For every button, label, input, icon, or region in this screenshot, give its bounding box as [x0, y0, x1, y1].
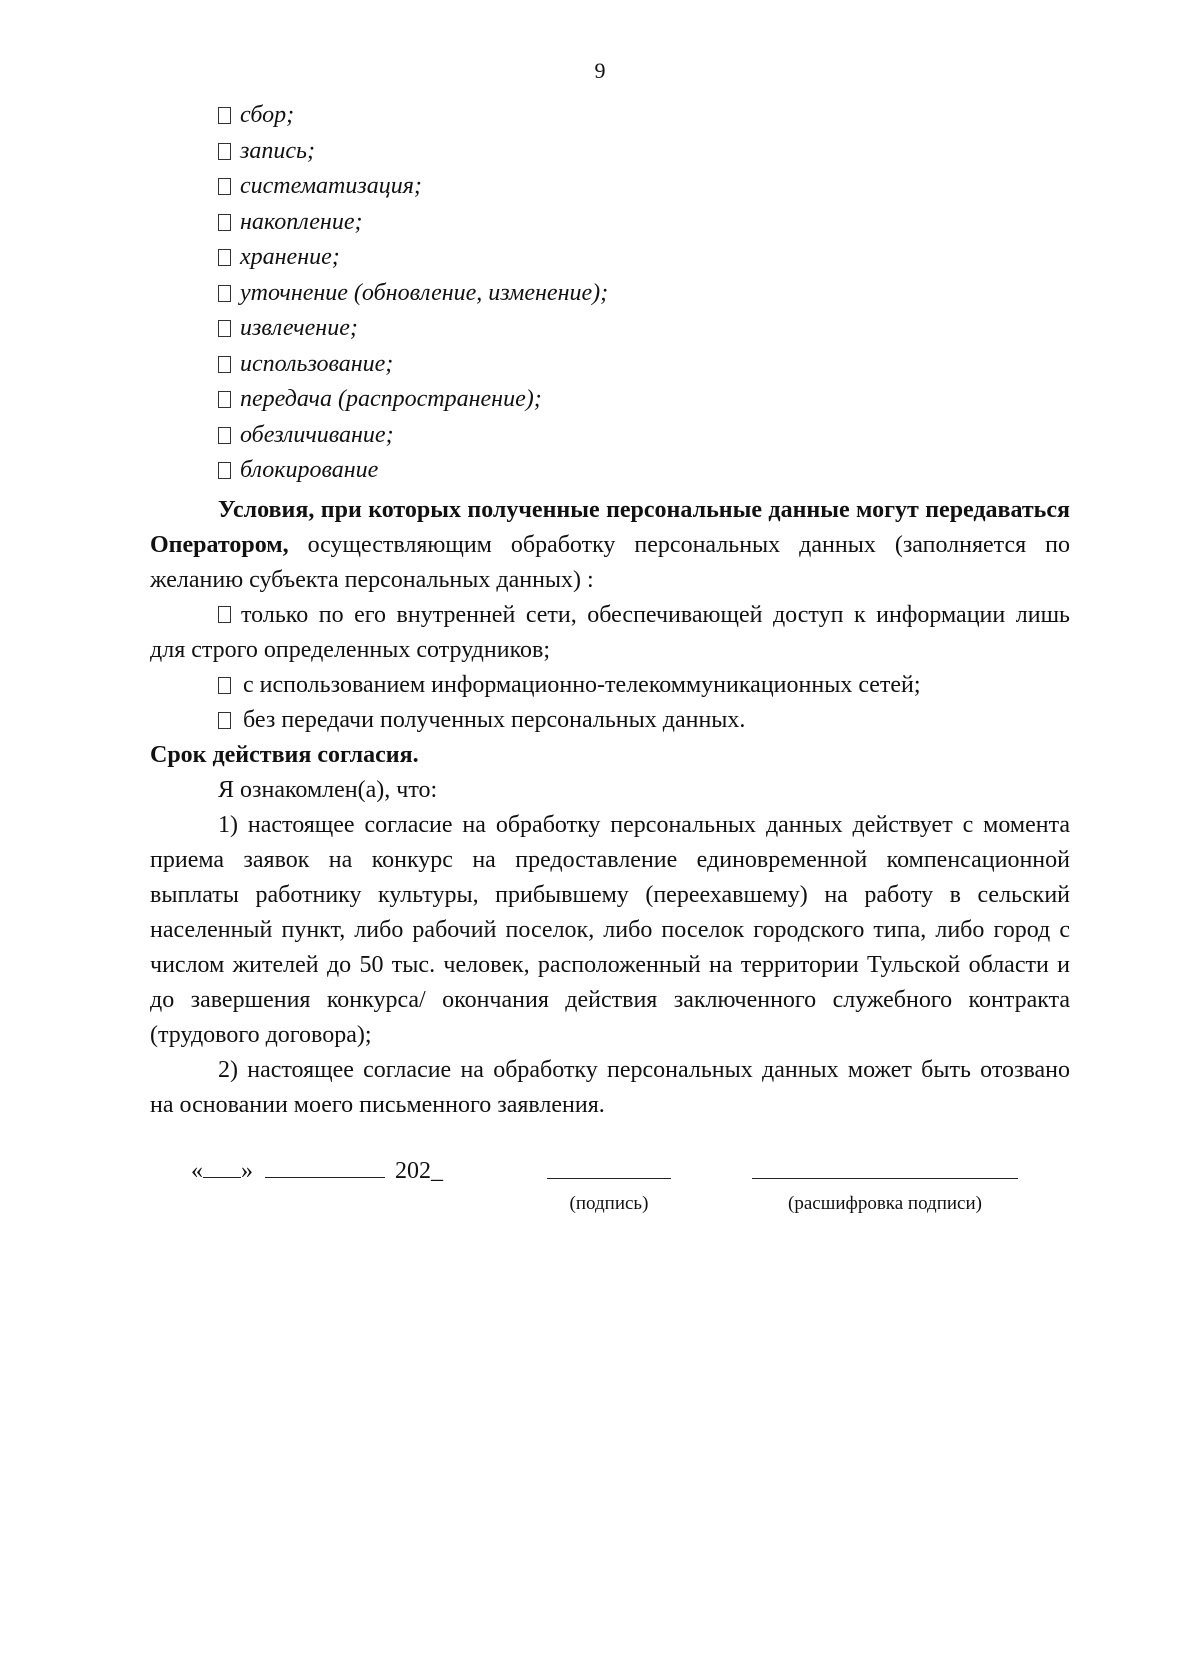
signature-caption: (подпись) [569, 1193, 649, 1214]
list-item [218, 311, 608, 347]
checkbox-icon[interactable] [218, 214, 231, 231]
checkbox-icon[interactable] [218, 606, 231, 623]
month-blank[interactable] [265, 1155, 385, 1178]
checkbox-icon[interactable] [218, 249, 231, 266]
operation-label: хранение; [240, 244, 340, 270]
signature-line[interactable] [547, 1178, 671, 1179]
checkbox-icon[interactable] [218, 677, 231, 694]
checkbox-icon[interactable] [218, 462, 231, 479]
list-item [218, 98, 608, 134]
signature-block [0, 1155, 1200, 1215]
day-blank[interactable] [203, 1155, 241, 1178]
open-quote: « [191, 1158, 203, 1184]
checkbox-icon[interactable] [218, 712, 231, 729]
operation-label: сбор; [240, 102, 295, 128]
operation-label: извлечение; [240, 315, 358, 341]
operation-label: накопление; [240, 208, 363, 235]
list-item [218, 382, 608, 418]
list-item [218, 453, 608, 489]
operation-label: использование; [240, 350, 394, 377]
operation-label: обезличивание; [240, 421, 394, 448]
checkbox-icon[interactable] [218, 107, 231, 124]
checkbox-icon[interactable] [218, 391, 231, 408]
conditions-paragraph [150, 493, 1070, 598]
list-item [218, 240, 608, 276]
signature-decoding-line[interactable] [752, 1178, 1018, 1179]
list-item [218, 276, 608, 312]
close-quote: » [241, 1158, 253, 1184]
operation-label: систематизация; [240, 173, 422, 199]
operation-label: передача (распространение); [240, 386, 542, 412]
page-number: 9 [594, 58, 606, 83]
checkbox-icon[interactable] [218, 320, 231, 337]
condition-option-no-transfer [218, 703, 1078, 738]
validity-heading: Срок действия согласия. [150, 742, 419, 768]
condition-option-internal-network [150, 598, 1070, 668]
list-item [218, 418, 608, 454]
checkbox-icon[interactable] [218, 285, 231, 302]
checkbox-icon[interactable] [218, 356, 231, 373]
conditions-description: осуществляющим обработку персональных данных (заполняется по желанию субъекта персональных данных) : [150, 532, 1070, 593]
checkbox-icon[interactable] [218, 178, 231, 195]
validity-item-2: 2) настоящее согласие на обработку персональных данных может быть отозвано на основании моего письменного заявления. [150, 1057, 1070, 1118]
decoding-caption: (расшифровка подписи) [788, 1193, 982, 1214]
operation-label: уточнение (обновление, изменение); [240, 279, 609, 306]
checkbox-icon[interactable] [218, 143, 231, 160]
condition-option-telecom [218, 668, 1078, 703]
list-item [218, 205, 608, 241]
validity-intro: Я ознакомлен(а), что: [218, 777, 438, 803]
operation-label: блокирование [240, 457, 379, 483]
list-item [218, 347, 608, 383]
operation-label: запись; [240, 137, 315, 164]
checkbox-icon[interactable] [218, 427, 231, 444]
list-item [218, 169, 608, 205]
operations-list [218, 98, 608, 489]
condition-option-label: без передачи полученных персональных данных. [243, 707, 746, 733]
conditions-heading: Условия, при которых полученные персональные данные могут передаваться Оператором, [150, 497, 1070, 558]
validity-item-1: 1) настоящее согласие на обработку персональных данных действует с момента приема заявок на конкурс на предоставление единовременной компенсационной выплаты работнику культуры, прибывшему (переехавшему) на работу в сельский населенный пункт, либо рабочий поселок, либо поселок городского типа, либо город с числом жителей до 50 тыс. человек, расположенный на территории Тульской области и до завершения конкурса/ окончания действия заключенного служебного контракта (трудового договора); [150, 812, 1070, 1048]
condition-option-label: только по его внутренней сети, обеспечивающей доступ к информации лишь для строго определенных сотрудников; [150, 602, 1070, 663]
year-label: 202_ [395, 1158, 443, 1184]
condition-option-label: с использованием информационно-телекоммуникационных сетей; [243, 672, 921, 698]
list-item [218, 134, 608, 170]
date-field[interactable] [191, 1155, 443, 1185]
